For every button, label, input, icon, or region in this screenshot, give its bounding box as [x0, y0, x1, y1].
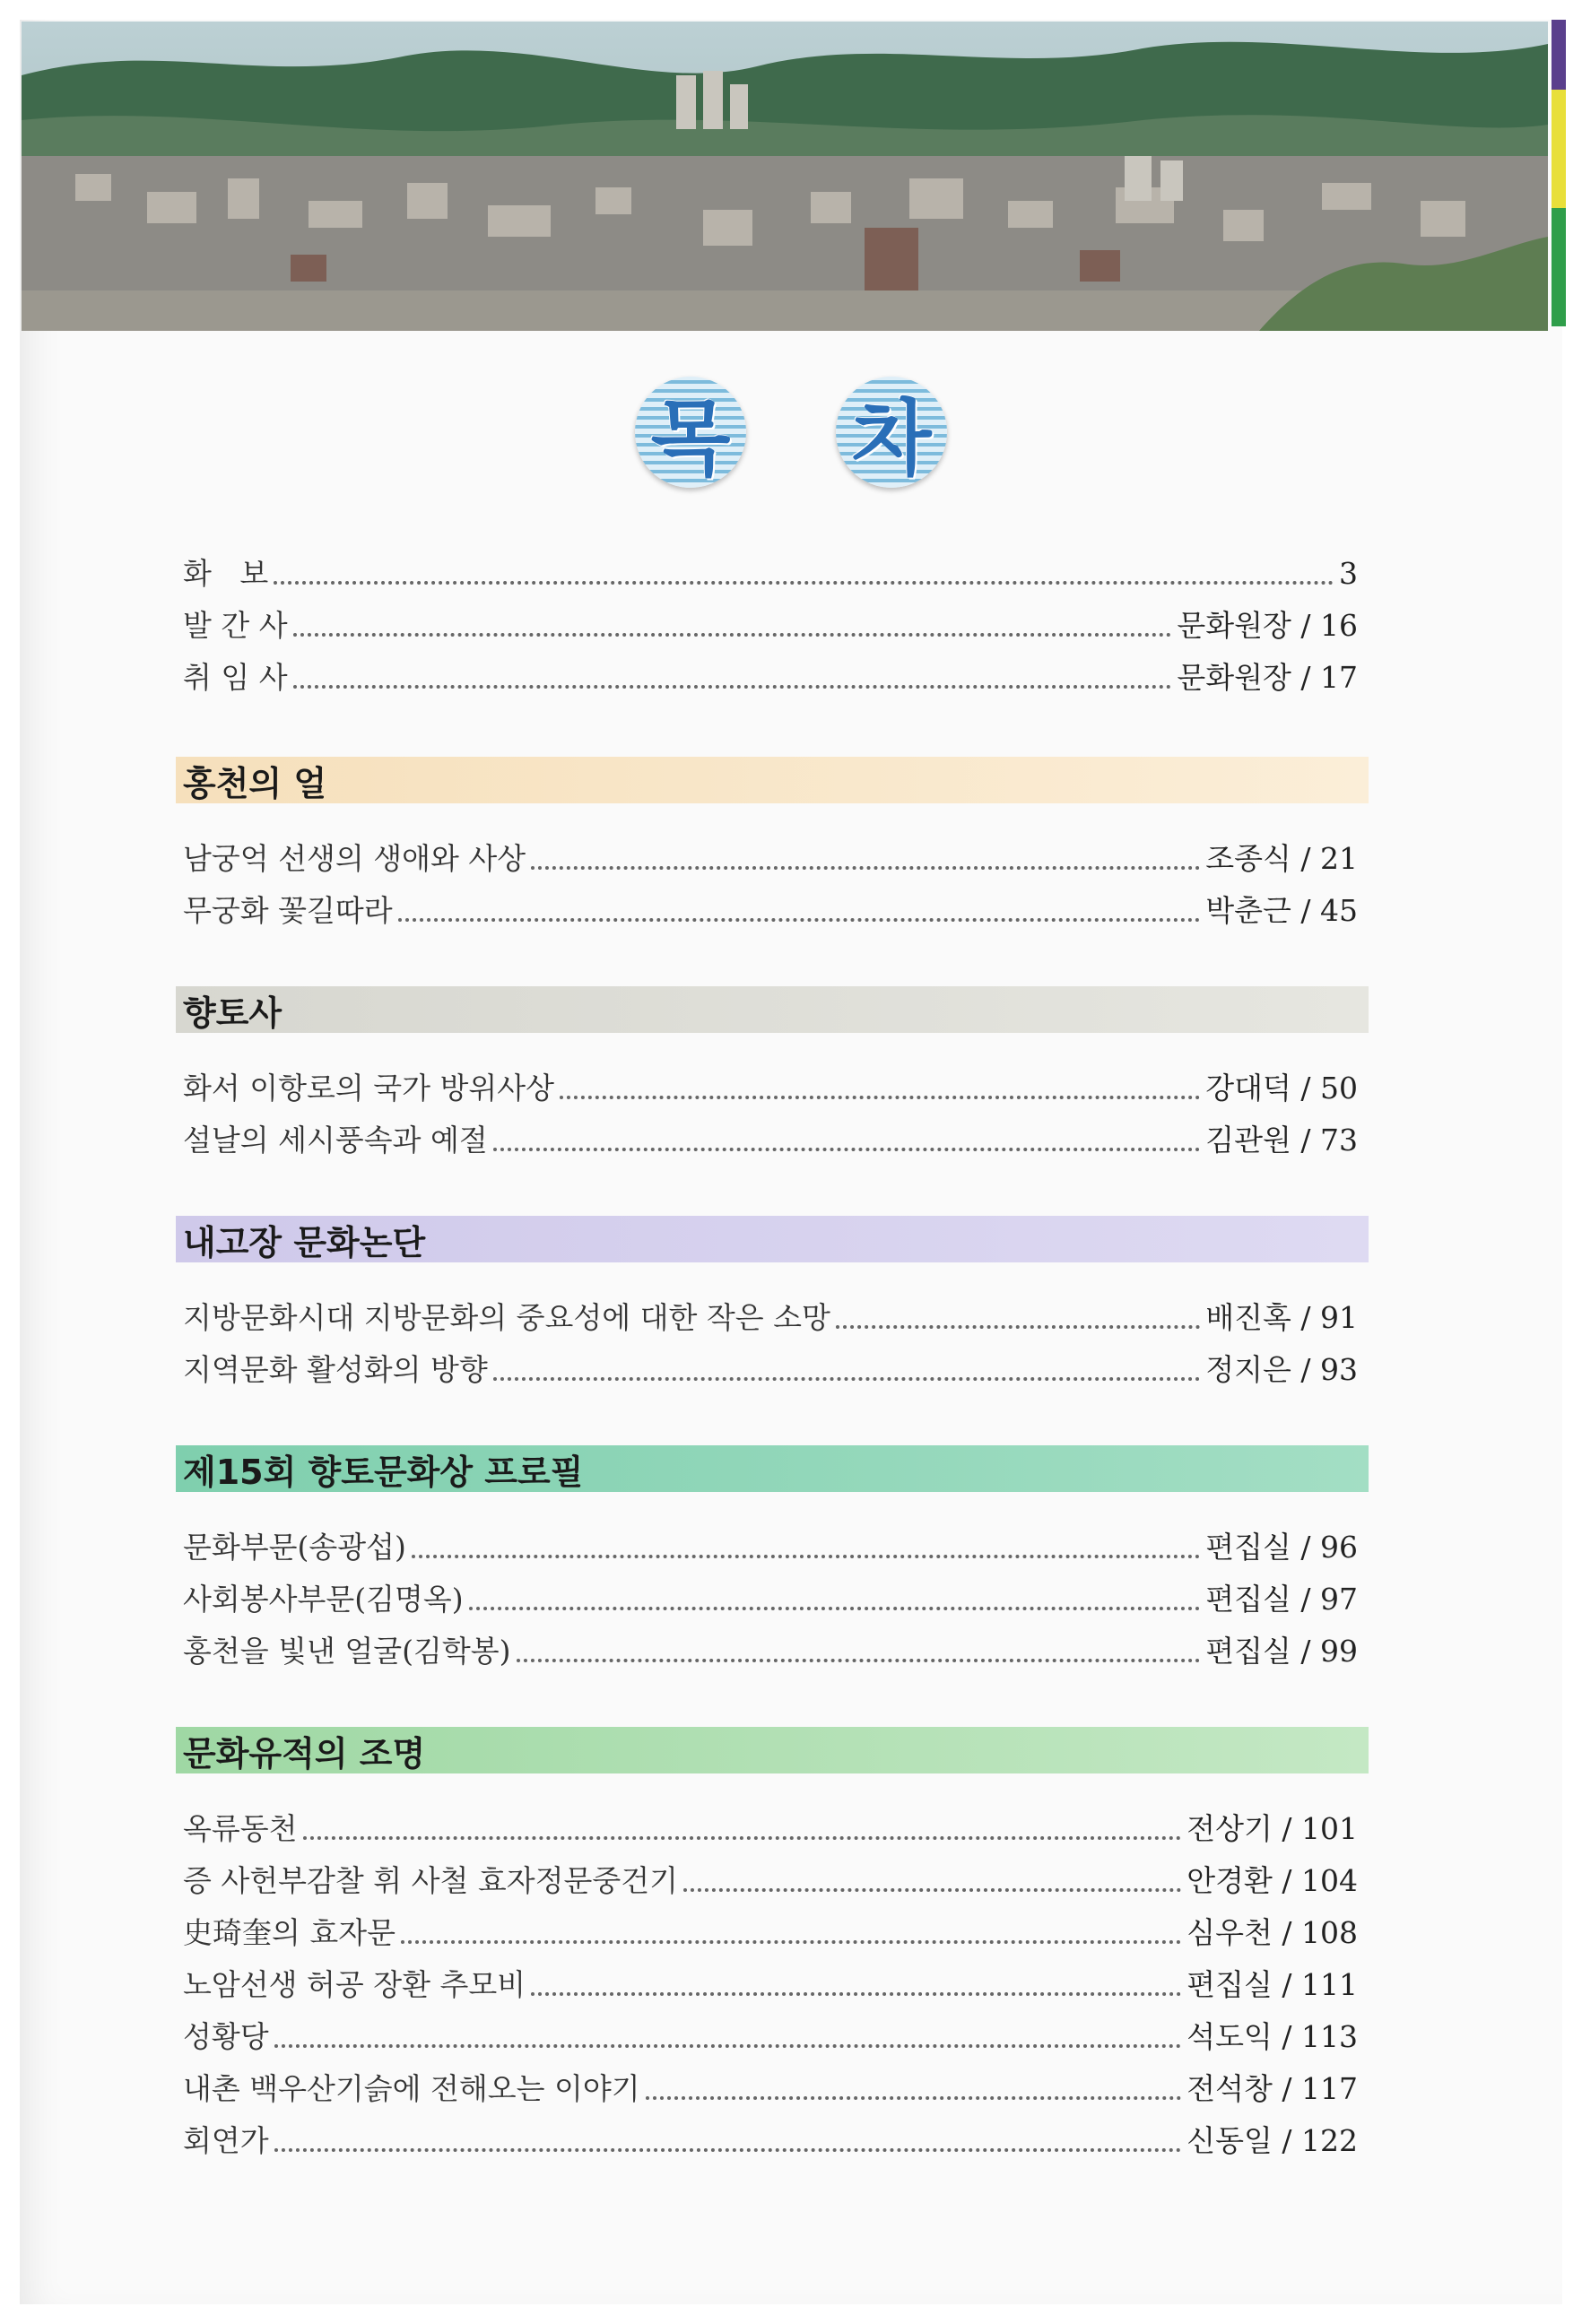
entry-page: 50 [1320, 1071, 1358, 1106]
entry-page: 113 [1301, 2019, 1358, 2054]
entry-page: 17 [1320, 660, 1358, 695]
toc-entry[interactable] [183, 554, 1358, 594]
entry-page: 93 [1320, 1352, 1358, 1387]
dot-leader [517, 1659, 1201, 1662]
dot-leader [493, 1377, 1200, 1381]
section-heading: 내고장 문화논단 [176, 1216, 1369, 1262]
entry-title: 내촌 백우산기슭에 전해오는 이야기 [183, 2071, 640, 2106]
section-heading: 제15회 향토문화상 프로필 [176, 1445, 1369, 1492]
toc-entry[interactable]: 회연가 신동일 / 122 [183, 2121, 1358, 2161]
toc-entry[interactable]: 무궁화 꽃길따라 박춘근 / 45 [183, 891, 1358, 931]
entry-author: 정지은 [1205, 1352, 1291, 1387]
dot-leader [274, 581, 1334, 585]
entry-page: 97 [1320, 1582, 1358, 1617]
entry-author: 문화원장 [1177, 660, 1291, 695]
dot-leader [293, 685, 1172, 689]
toc-entry[interactable]: 성황당 석도익 / 113 [183, 2017, 1358, 2057]
entry-author: 배진혹 [1205, 1300, 1291, 1335]
section-heading: 문화유적의 조명 [176, 1727, 1369, 1773]
entry-page: 3 [1339, 556, 1358, 591]
entry-author: 강대덕 [1205, 1071, 1291, 1106]
entry-title: 회연가 [183, 2123, 269, 2158]
toc-entry[interactable]: 지방문화시대 지방문화의 중요성에 대한 작은 소망 배진혹 / 91 [183, 1298, 1358, 1338]
entry-page: 21 [1320, 841, 1358, 876]
title-char-1: 목 [635, 377, 746, 488]
dot-leader [274, 2148, 1182, 2152]
dot-leader [646, 2096, 1182, 2100]
dot-leader [683, 1888, 1181, 1892]
entry-author: 김관원 [1205, 1123, 1291, 1158]
toc-entry[interactable]: 증 사헌부감찰 휘 사철 효자정문중건기 안경환 / 104 [183, 1861, 1358, 1901]
dot-leader [274, 2044, 1182, 2048]
toc-entry[interactable]: 취 임 사 문화원장 / 17 [183, 658, 1358, 698]
title-char-2: 차 [836, 377, 947, 488]
toc-entry[interactable]: 지역문화 활성화의 방향 정지은 / 93 [183, 1350, 1358, 1390]
entry-page: 45 [1320, 893, 1358, 928]
entry-title: 증 사헌부감찰 휘 사철 효자정문중건기 [183, 1863, 679, 1898]
entry-author: 편집실 [1205, 1634, 1291, 1669]
entry-title: 발 간 사 [183, 608, 288, 643]
dot-leader [469, 1607, 1201, 1610]
dot-leader [560, 1096, 1200, 1099]
entry-title: 화서 이항로의 국가 방위사상 [183, 1071, 555, 1106]
dot-leader [401, 1940, 1181, 1944]
entry-title: 설날의 세시풍속과 예절 [183, 1123, 488, 1158]
entry-page: 117 [1301, 2071, 1358, 2106]
entry-page: 122 [1301, 2123, 1358, 2158]
entry-title: 취 임 사 [183, 660, 288, 695]
entry-page: 73 [1320, 1123, 1358, 1158]
toc-entry[interactable]: 내촌 백우산기슭에 전해오는 이야기 전석창 / 117 [183, 2069, 1358, 2109]
entry-title: 옥류동천 [183, 1811, 298, 1846]
entry-author: 심우천 [1186, 1915, 1273, 1950]
section-heading: 향토사 [176, 986, 1369, 1033]
entry-page: 108 [1301, 1915, 1358, 1950]
entry-author: 전석창 [1186, 2071, 1273, 2106]
entry-page: 99 [1320, 1634, 1358, 1669]
dot-leader [398, 918, 1201, 922]
entry-author: 석도익 [1186, 2019, 1273, 2054]
section-heading: 홍천의 얼 [176, 757, 1369, 803]
entry-title: 무궁화 꽃길따라 [183, 893, 393, 928]
entry-page: 101 [1301, 1811, 1358, 1846]
entry-title: 성황당 [183, 2019, 269, 2054]
toc-entry[interactable]: 남궁억 선생의 생애와 사상 조종식 / 21 [183, 839, 1358, 879]
toc-entry[interactable]: 옥류동천 전상기 / 101 [183, 1809, 1358, 1849]
entry-author: 편집실 [1186, 1967, 1273, 2002]
toc-entry[interactable]: 화서 이항로의 국가 방위사상 강대덕 / 50 [183, 1069, 1358, 1108]
entry-author: 편집실 [1205, 1530, 1291, 1565]
entry-title: 지역문화 활성화의 방향 [183, 1352, 488, 1387]
dot-leader [531, 866, 1200, 870]
dot-leader [293, 633, 1172, 637]
entry-author: 안경환 [1186, 1863, 1273, 1898]
entry-page: 111 [1301, 1967, 1358, 2002]
toc-entry[interactable]: 사회봉사부문(김명옥) 편집실 / 97 [183, 1580, 1358, 1619]
entry-title: 史琦奎의 효자문 [183, 1915, 396, 1950]
toc-entry[interactable]: 홍천을 빛낸 얼굴(김학봉) 편집실 / 99 [183, 1632, 1358, 1671]
dot-leader [303, 1836, 1182, 1840]
entry-author: 문화원장 [1177, 608, 1291, 643]
entry-title: 문화부문(송광섭) [183, 1530, 406, 1565]
entry-title: 홍천을 빛낸 얼굴(김학봉) [183, 1634, 511, 1669]
dot-leader [493, 1148, 1200, 1151]
toc-entry[interactable]: 史琦奎의 효자문 심우천 / 108 [183, 1913, 1358, 1953]
toc-entry[interactable]: 노암선생 허공 장환 추모비 편집실 / 111 [183, 1965, 1358, 2005]
entry-page: 104 [1301, 1863, 1358, 1898]
entry-page: 91 [1320, 1300, 1358, 1335]
entry-title: 지방문화시대 지방문화의 중요성에 대한 작은 소망 [183, 1300, 830, 1335]
entry-page: 16 [1320, 608, 1358, 643]
toc-entry[interactable]: 설날의 세시풍속과 예절 김관원 / 73 [183, 1121, 1358, 1160]
entry-author: 박춘근 [1205, 893, 1291, 928]
entry-author: 조종식 [1205, 841, 1291, 876]
entry-author: 전상기 [1186, 1811, 1273, 1846]
entry-title: 사회봉사부문(김명옥) [183, 1582, 464, 1617]
entry-title: 화 보 [183, 556, 269, 591]
toc-entry[interactable]: 발 간 사 문화원장 / 16 [183, 606, 1358, 646]
toc-entry[interactable]: 문화부문(송광섭) 편집실 / 96 [183, 1528, 1358, 1567]
dot-leader [531, 1992, 1181, 1996]
entry-author: 신동일 [1186, 2123, 1273, 2158]
entry-title: 노암선생 허공 장환 추모비 [183, 1967, 526, 2002]
entry-author: 편집실 [1205, 1582, 1291, 1617]
entry-page: 96 [1320, 1530, 1358, 1565]
entry-title: 남궁억 선생의 생애와 사상 [183, 841, 526, 876]
dot-leader [412, 1555, 1200, 1558]
dot-leader [836, 1325, 1200, 1329]
